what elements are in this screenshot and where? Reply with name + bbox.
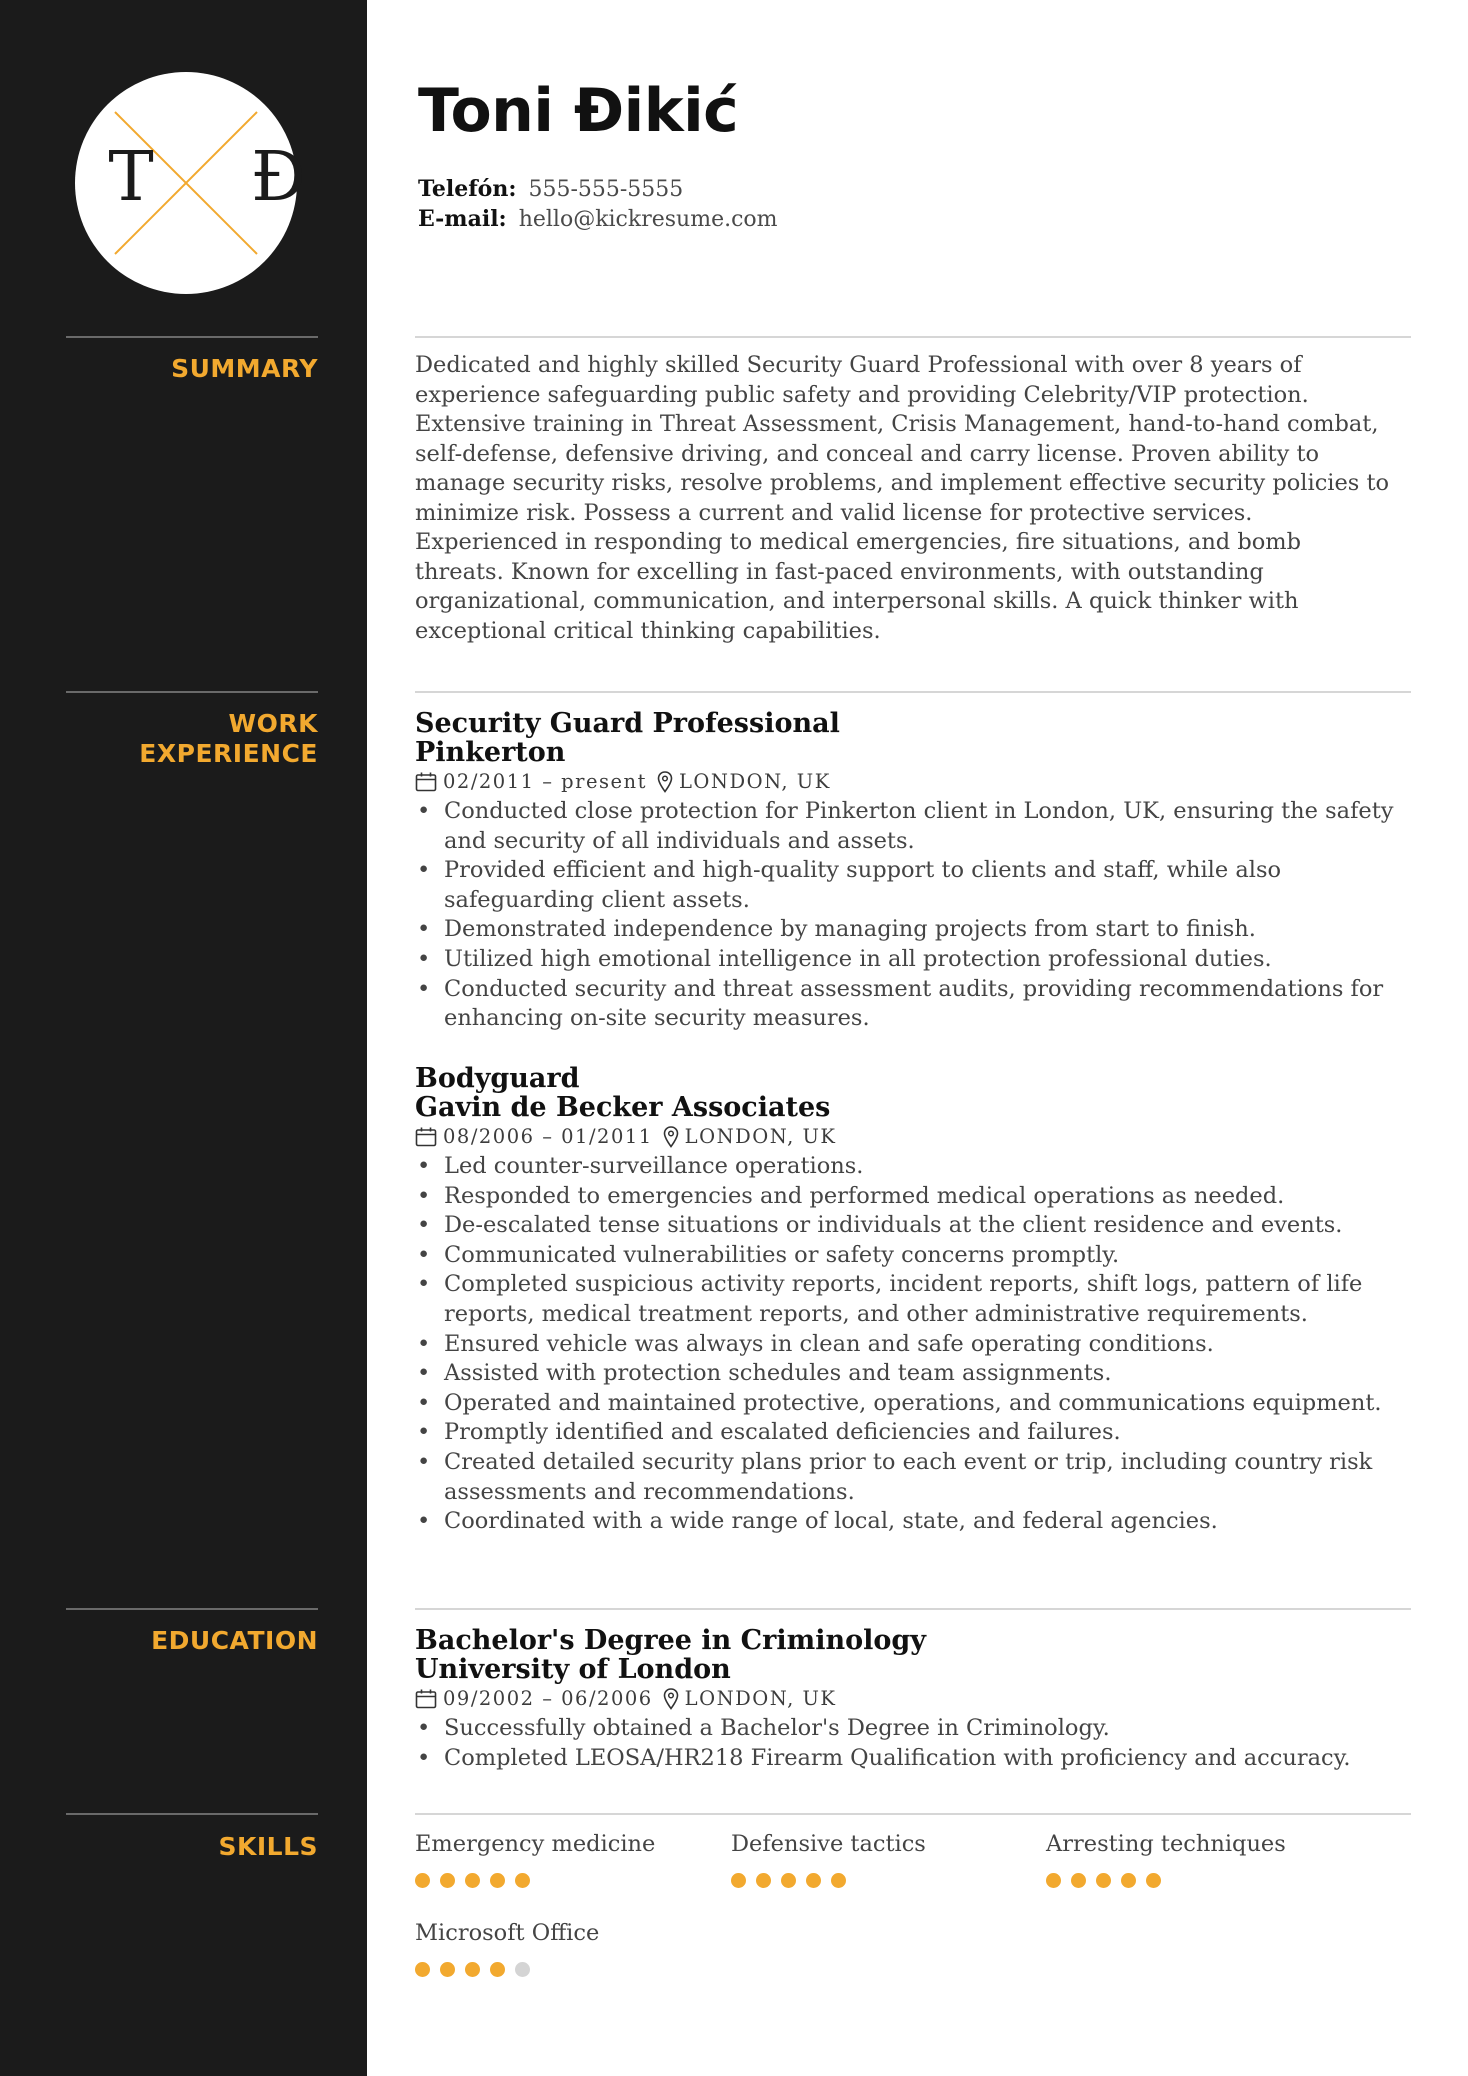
rating-dot-filled xyxy=(1046,1873,1061,1888)
list-item: • Coordinated with a wide range of local, state, and federal agencies. xyxy=(415,1507,1405,1537)
section-divider xyxy=(415,1813,1411,1815)
rating-dot-filled xyxy=(756,1873,771,1888)
job-meta xyxy=(415,767,1405,797)
section-divider xyxy=(415,691,1411,693)
list-item: • Created detailed security plans prior to each event or trip, including country risk assessments and recommendations. xyxy=(415,1448,1405,1507)
rating-dot-filled xyxy=(515,1873,530,1888)
list-item: • Demonstrated independence by managing projects from start to finish. xyxy=(415,915,1405,945)
school-name: University of London xyxy=(415,1654,731,1685)
job-employer: Gavin de Becker Associates xyxy=(415,1092,831,1123)
skill-name: Arresting techniques xyxy=(1046,1831,1286,1857)
phone-label: Telefón: xyxy=(418,176,517,202)
rating-dot-filled xyxy=(465,1962,480,1977)
job-location: LONDON, UK xyxy=(678,770,831,793)
list-item: • De-escalated tense situations or individuals at the client residence and events. xyxy=(415,1211,1405,1241)
rating-dot-filled xyxy=(415,1873,430,1888)
rating-dot-filled xyxy=(465,1873,480,1888)
list-item: • Operated and maintained protective, operations, and communications equipment. xyxy=(415,1389,1405,1419)
section-divider xyxy=(415,336,1411,338)
skill-rating xyxy=(415,1873,715,1888)
calendar-icon xyxy=(415,772,437,792)
email-value[interactable]: hello@kickresume.com xyxy=(518,207,778,232)
rating-dot-empty xyxy=(515,1962,530,1977)
rating-dot-filled xyxy=(806,1873,821,1888)
list-item: • Successfully obtained a Bachelor's Degree in Criminology. xyxy=(415,1714,1405,1744)
candidate-name: Toni Đikić xyxy=(418,76,739,146)
skill-item xyxy=(1046,1829,1346,1888)
sidebar-divider xyxy=(66,336,318,338)
rating-dot-filled xyxy=(490,1962,505,1977)
job-dates: 08/2006 – 01/2011 xyxy=(443,1125,653,1148)
skill-item xyxy=(415,1829,715,1888)
email-label: E-mail: xyxy=(418,206,507,232)
education-entry xyxy=(415,1626,1405,1773)
contact-phone xyxy=(418,174,683,205)
calendar-icon xyxy=(415,1127,437,1147)
monogram-initial-first: T xyxy=(108,138,154,217)
education-location: LONDON, UK xyxy=(684,1687,837,1710)
list-item: • Provided efficient and high-quality support to clients and staff, while also safeguarding client assets. xyxy=(415,856,1405,915)
section-label-summary: SUMMARY xyxy=(171,354,318,383)
list-item: • Completed suspicious activity reports, incident reports, shift logs, pattern of life reports, medical treatment reports, and other administrative requirements. xyxy=(415,1270,1405,1329)
list-item: • Responded to emergencies and performed medical operations as needed. xyxy=(415,1182,1405,1212)
phone-value: 555-555-5555 xyxy=(528,177,684,202)
job-title: Security Guard Professional xyxy=(415,708,840,739)
rating-dot-filled xyxy=(781,1873,796,1888)
list-item: • Utilized high emotional intelligence in all protection professional duties. xyxy=(415,945,1405,975)
job-duties-list xyxy=(415,1152,1405,1537)
monogram-initial-last: Đ xyxy=(251,138,306,217)
rating-dot-filled xyxy=(440,1873,455,1888)
rating-dot-filled xyxy=(490,1873,505,1888)
sidebar xyxy=(0,0,367,2076)
job-location: LONDON, UK xyxy=(684,1125,837,1148)
skill-rating xyxy=(415,1962,715,1977)
rating-dot-filled xyxy=(1096,1873,1111,1888)
list-item: • Ensured vehicle was always in clean and safe operating conditions. xyxy=(415,1330,1405,1360)
map-pin-icon xyxy=(663,1126,679,1148)
job-dates: 02/2011 – present xyxy=(443,770,647,793)
section-label-work-line2: EXPERIENCE xyxy=(139,739,318,768)
job-employer: Pinkerton xyxy=(415,737,566,768)
list-item: • Conducted close protection for Pinkerton client in London, UK, ensuring the safety and security of all individuals and assets. xyxy=(415,797,1405,856)
list-item: • Assisted with protection schedules and team assignments. xyxy=(415,1359,1405,1389)
job-entry xyxy=(415,709,1405,1034)
section-divider xyxy=(415,1608,1411,1610)
rating-dot-filled xyxy=(415,1962,430,1977)
list-item: • Communicated vulnerabilities or safety concerns promptly. xyxy=(415,1241,1405,1271)
calendar-icon xyxy=(415,1689,437,1709)
sidebar-divider xyxy=(66,1813,318,1815)
rating-dot-filled xyxy=(1121,1873,1136,1888)
list-item: • Promptly identified and escalated deficiencies and failures. xyxy=(415,1418,1405,1448)
map-pin-icon xyxy=(657,771,673,793)
job-meta xyxy=(415,1122,1405,1152)
skill-rating xyxy=(1046,1873,1346,1888)
list-item: • Led counter-surveillance operations. xyxy=(415,1152,1405,1182)
summary-text: Dedicated and highly skilled Security Guard Professional with over 8 years of experience safeguarding public safety and providing Celebrity/VIP protection. Extensive training in Threat Assessment, Crisis Management, hand-to-hand combat, self-defense, defensive driving, and conceal and carry license. Proven ability to manage security risks, resolve problems, and implement effective security policies to minimize risk. Possess a current and valid license for protective services. Experienced in responding to medical emergencies, fire situations, and bomb threats. Known for excelling in fast-paced environments, with outstanding organizational, communication, and interpersonal skills. A quick thinker with exceptional critical thinking capabilities. xyxy=(415,352,1390,644)
section-label-work xyxy=(66,709,318,769)
monogram-badge xyxy=(75,72,306,294)
contact-email xyxy=(418,204,778,235)
rating-dot-filled xyxy=(440,1962,455,1977)
job-title: Bodyguard xyxy=(415,1063,580,1094)
skill-rating xyxy=(731,1873,1031,1888)
section-label-skills: SKILLS xyxy=(218,1832,318,1861)
rating-dot-filled xyxy=(1071,1873,1086,1888)
education-meta xyxy=(415,1684,1405,1714)
degree-title: Bachelor's Degree in Criminology xyxy=(415,1625,926,1656)
section-label-education: EDUCATION xyxy=(151,1626,318,1655)
rating-dot-filled xyxy=(831,1873,846,1888)
skill-item xyxy=(731,1829,1031,1888)
skill-name: Microsoft Office xyxy=(415,1920,600,1946)
skill-name: Defensive tactics xyxy=(731,1831,926,1857)
rating-dot-filled xyxy=(1146,1873,1161,1888)
skill-item xyxy=(415,1918,715,1977)
section-label-work-line1: WORK xyxy=(228,709,318,738)
education-list xyxy=(415,1714,1405,1773)
map-pin-icon xyxy=(663,1688,679,1710)
list-item: • Completed LEOSA/HR218 Firearm Qualification with proficiency and accuracy. xyxy=(415,1744,1405,1774)
sidebar-divider xyxy=(66,691,318,693)
job-entry xyxy=(415,1064,1405,1537)
sidebar-divider xyxy=(66,1608,318,1610)
list-item: • Conducted security and threat assessment audits, providing recommendations for enhancing on-site security measures. xyxy=(415,975,1405,1034)
job-duties-list xyxy=(415,797,1405,1034)
education-dates: 09/2002 – 06/2006 xyxy=(443,1687,653,1710)
rating-dot-filled xyxy=(731,1873,746,1888)
skill-name: Emergency medicine xyxy=(415,1831,656,1857)
